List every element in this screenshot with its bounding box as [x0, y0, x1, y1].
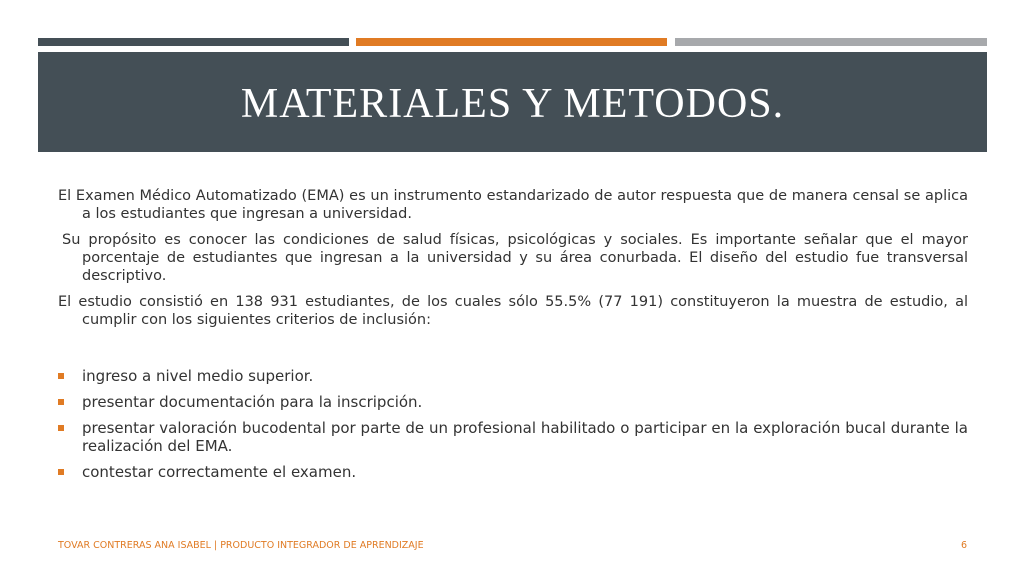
- bullet-text: presentar documentación para la inscripción.: [82, 393, 423, 411]
- slide-content: [58, 187, 968, 489]
- bullet-text: contestar correctamente el examen.: [82, 463, 357, 481]
- top-bar-gray: [675, 38, 987, 46]
- title-band: [38, 52, 987, 152]
- slide-footer: TOVAR CONTRERAS ANA ISABEL | PRODUCTO INTEGRADOR DE APRENDIZAJE: [58, 540, 424, 551]
- paragraph-ema: El Examen Médico Automatizado (EMA) es un instrumento estandarizado de autor respuesta que de manera censal se aplica a los estudiantes que ingresan a universidad.: [58, 188, 968, 222]
- top-bar-orange: [356, 38, 667, 46]
- top-bar-dark: [38, 38, 349, 46]
- bullet-text: presentar valoración bucodental por parte de un profesional habilitado o participar en la exploración bucal durante la realización del EMA.: [82, 419, 968, 455]
- bullet-square-icon: [58, 469, 64, 475]
- bullet-square-icon: [58, 399, 64, 405]
- paragraph-proposito: Su propósito es conocer las condiciones de salud físicas, psicológicas y sociales. Es importante señalar que el mayor porcentaje de estudiantes que ingresan a la universidad y su área conurbada. El diseño del estudio fue transversal descriptivo.: [62, 232, 968, 284]
- bullet-item: [58, 367, 968, 385]
- slide-title: MATERIALES Y METODOS.: [240, 81, 785, 127]
- bullet-item: [58, 393, 968, 411]
- bullet-item: [58, 463, 968, 481]
- bullet-item: [58, 419, 968, 455]
- bullet-square-icon: [58, 425, 64, 431]
- bullet-square-icon: [58, 373, 64, 379]
- page-number: 6: [960, 540, 967, 551]
- bullet-text: ingreso a nivel medio superior.: [82, 367, 314, 385]
- paragraph-estudio: El estudio consistió en 138 931 estudiantes, de los cuales sólo 55.5% (77 191) constituyeron la muestra de estudio, al cumplir con los siguientes criterios de inclusión:: [58, 294, 968, 328]
